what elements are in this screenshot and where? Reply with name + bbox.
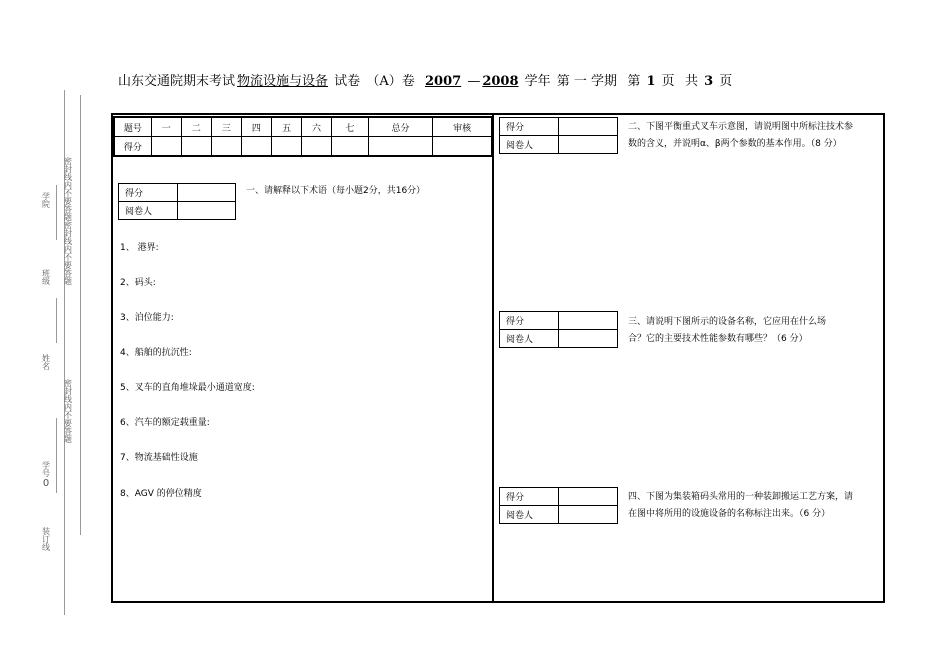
- grader-reviewer-cell[interactable]: [559, 136, 618, 154]
- score-row-label: 得分: [114, 137, 151, 157]
- margin-field-line-b: [56, 298, 57, 343]
- grader-box-section2: [499, 117, 618, 154]
- grader-reviewer-cell[interactable]: [559, 506, 618, 524]
- section2-question: [628, 119, 853, 153]
- score-header-cell: 三: [211, 117, 241, 137]
- grader-reviewer-cell[interactable]: [559, 330, 618, 348]
- total-prefix: 共: [684, 74, 698, 89]
- score-cell[interactable]: [332, 137, 369, 157]
- section3-line2: 合？它的主要技术性能参数有哪些？（6 分）: [628, 334, 808, 344]
- exam-header: [118, 70, 734, 89]
- semester-label: 第 一 学期: [556, 74, 618, 89]
- score-cell[interactable]: [151, 137, 181, 157]
- term-item: 2、码头:: [120, 278, 156, 288]
- grader-score-cell[interactable]: [559, 118, 618, 136]
- term-item: 3、泊位能力:: [120, 313, 174, 323]
- grader-score-label: 得分: [119, 184, 178, 202]
- section4-line2: 在图中将所用的设施设备的名称标注出来。（6 分）: [628, 509, 831, 519]
- paper-label: 试卷: [334, 74, 361, 89]
- margin-binding-label: 装订线: [42, 527, 50, 552]
- margin-seq: 0: [42, 478, 50, 489]
- term-item: 8、AGV 的停位精度: [120, 489, 202, 499]
- grader-score-label: 得分: [500, 488, 559, 506]
- section2-line1: 二、下图平衡重式叉车示意图，请说明图中所标注技术参: [628, 122, 854, 132]
- term-item: 4、船舶的抗沉性:: [120, 348, 192, 358]
- grader-score-cell[interactable]: [559, 488, 618, 506]
- term-item: 1、 港界:: [120, 243, 159, 253]
- grader-box-section3: [499, 311, 618, 348]
- page-unit: 页: [661, 74, 675, 89]
- score-table-value-row: [114, 137, 492, 157]
- grader-score-label: 得分: [500, 118, 559, 136]
- margin-line-inner: [80, 95, 81, 535]
- score-header-cell: 七: [332, 117, 369, 137]
- margin-field-line-c: [56, 418, 57, 493]
- score-header-cell: 总分: [368, 117, 432, 137]
- grader-box-section1: [118, 183, 236, 220]
- margin-label-class: 班级: [42, 269, 50, 286]
- score-table-header-row: [114, 117, 492, 137]
- section1-title: 一、请解释以下术语（每小题2分，共16分）: [246, 186, 426, 196]
- score-cell[interactable]: [241, 137, 271, 157]
- term-item: 6、汽车的额定载重量:: [120, 418, 210, 428]
- paper-type: （A）卷: [366, 74, 415, 89]
- total-pages: 3: [704, 74, 714, 89]
- total-unit: 页: [719, 74, 733, 89]
- term-item: 7、物流基础性设施: [120, 453, 198, 463]
- page-number: 1: [646, 74, 656, 89]
- year-dash: —: [467, 74, 481, 89]
- school-name: 山东交通院期末考试: [118, 74, 236, 89]
- section4-line1: 四、下图为集装箱码头常用的一种装卸搬运工艺方案，请: [628, 492, 854, 502]
- section4-question: [628, 489, 853, 523]
- year-start: 2007: [424, 74, 462, 89]
- section2-line2: 数的含义，并说明α、β两个参数的基本作用。（8 分）: [628, 139, 842, 149]
- score-header-cell: 五: [271, 117, 301, 137]
- section3-line1: 三、请说明下图所示的设备名称，它应用在什么场: [628, 317, 827, 327]
- grader-score-cell[interactable]: [178, 184, 236, 202]
- score-header-cell: 审核: [433, 117, 492, 137]
- term-item: 5、叉车的直角堆垛最小通道宽度:: [120, 383, 255, 393]
- score-cell[interactable]: [211, 137, 241, 157]
- grader-reviewer-label: 阅卷人: [119, 202, 178, 220]
- score-summary-table: [113, 116, 493, 157]
- score-header-cell: 六: [301, 117, 331, 137]
- grader-score-label: 得分: [500, 312, 559, 330]
- margin-label-id: 学号: [42, 461, 50, 478]
- grader-score-cell[interactable]: [559, 312, 618, 330]
- margin-notice-2: 密封线内不要答题: [64, 379, 72, 444]
- grader-box-section4: [499, 487, 618, 524]
- margin-label-name: 姓名: [42, 354, 50, 371]
- score-header-cell: 四: [241, 117, 271, 137]
- score-cell[interactable]: [368, 137, 432, 157]
- school-year-label: 学年: [524, 74, 551, 89]
- score-cell[interactable]: [271, 137, 301, 157]
- score-cell[interactable]: [181, 137, 211, 157]
- grader-reviewer-label: 阅卷人: [500, 330, 559, 348]
- score-header-cell: 二: [181, 117, 211, 137]
- score-header-cell: 一: [151, 117, 181, 137]
- margin-notice-1: 密封线内不要答题密封线内不要答题: [64, 157, 72, 286]
- score-cell[interactable]: [433, 137, 492, 157]
- grader-reviewer-cell[interactable]: [178, 202, 236, 220]
- margin-field-line-a: [56, 185, 57, 240]
- page-prefix: 第: [627, 74, 641, 89]
- section3-question: [628, 314, 826, 348]
- column-divider: [492, 113, 494, 603]
- margin-label-college: 学院: [42, 192, 50, 209]
- grader-reviewer-label: 阅卷人: [500, 506, 559, 524]
- course-name: 物流设施与设备: [237, 74, 329, 89]
- score-cell[interactable]: [301, 137, 331, 157]
- year-end: 2008: [482, 74, 519, 89]
- score-header-cell: 题号: [114, 117, 151, 137]
- grader-reviewer-label: 阅卷人: [500, 136, 559, 154]
